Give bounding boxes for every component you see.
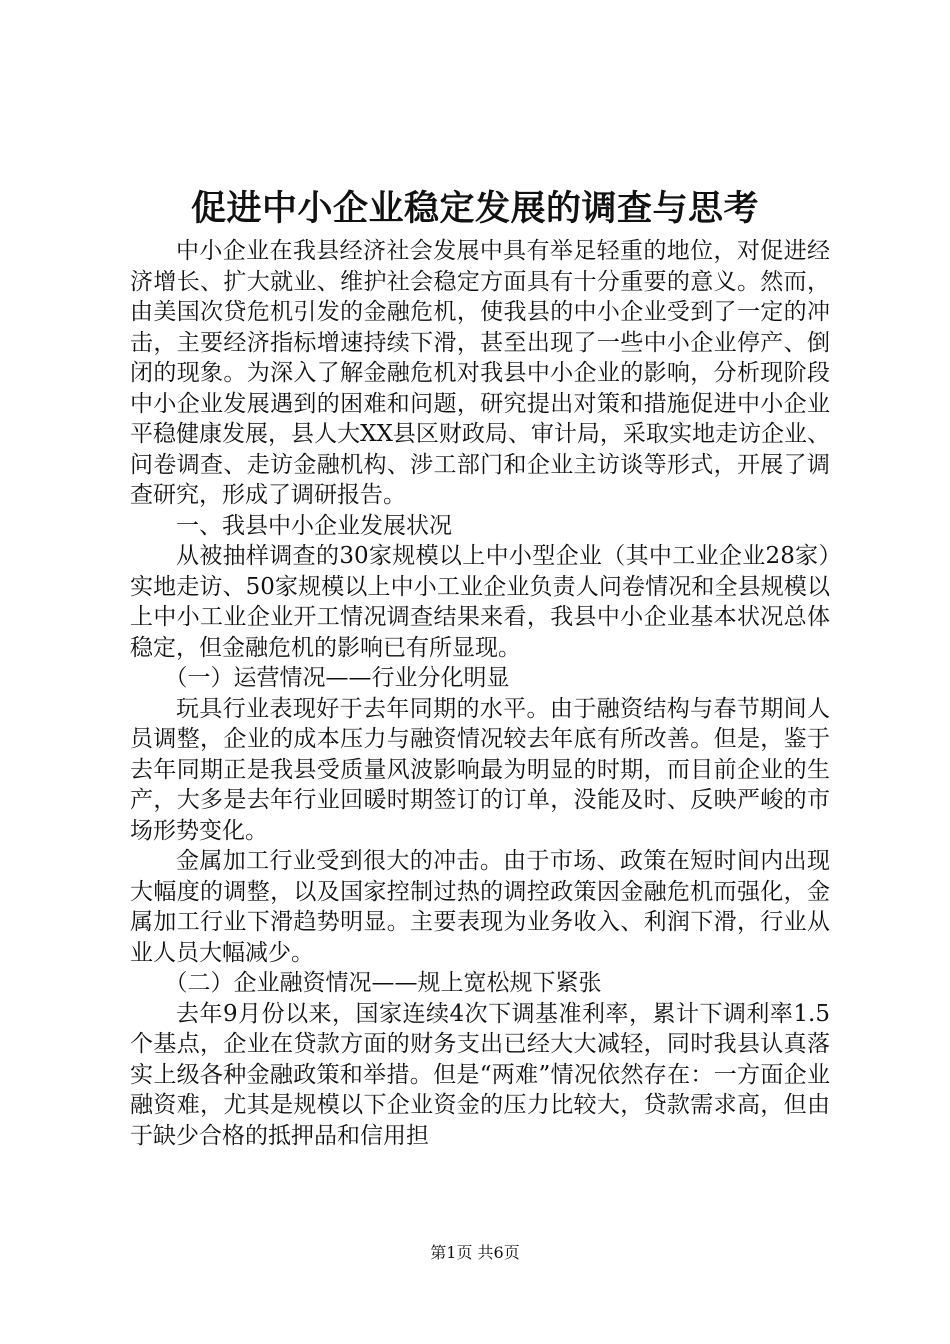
paragraph-survey: 从被抽样调查的30家规模以上中小型企业（其中工业企业28家）实地走访、50家规模以上中小工业企业负责人问卷情况和全县规模以上中小工业企业开工情况调查结果来看，我县中小企业基本状况总体稳定，但金融危机的影响已有所显现。 bbox=[130, 543, 830, 661]
section-heading-1: 一、我县中小企业发展状况 bbox=[176, 512, 452, 539]
page-footer: 第1页 共6页 bbox=[430, 1243, 520, 1262]
paragraph-financing: 去年9月份以来，国家连续4次下调基准利率，累计下调利率1.5个基点，企业在贷款方面的财务支出已经大大减轻，同时我县认真落实上级各种金融政策和举措。但是“两难”情况依然存在：一方面企业融资难，尤其是规模以下企业资金的压力比较大，贷款需求高，但由于缺少合格的抵押品和信用担 bbox=[130, 1000, 830, 1149]
subsection-heading-2: （二）企业融资情况——规上宽松规下紧张 bbox=[164, 970, 602, 996]
document-title: 促进中小企业稳定发展的调查与思考 bbox=[190, 188, 759, 229]
paragraph-toys: 玩具行业表现好于去年同期的水平。由于融资结构与春节期间人员调整，企业的成本压力与融资情况较去年底有所改善。但是，鉴于去年同期正是我县受质量风波影响最为明显的时期，而目前企业的生产，大多是去年行业回暖时期签订的订单，没能及时、反映严峻的市场形势变化。 bbox=[130, 695, 830, 844]
paragraph-intro: 中小企业在我县经济社会发展中具有举足轻重的地位，对促进经济增长、扩大就业、维护社会稳定方面具有十分重要的意义。然而，由美国次贷危机引发的金融危机，使我县的中小企业受到了一定的冲击，主要经济指标增速持续下滑，甚至出现了一些中小企业停产、倒闭的现象。为深入了解金融危机对我县中小企业的影响，分析现阶段中小企业发展遇到的困难和问题，研究提出对策和措施促进中小企业平稳健康发展，县人大XX县区财政局、审计局，采取实地走访企业、问卷调查、走访金融机构、涉工部门和企业主访谈等形式，开展了调查研究，形成了调研报告。 bbox=[130, 238, 830, 508]
subsection-heading-1: （一）运营情况——行业分化明显 bbox=[164, 665, 510, 691]
paragraph-metal: 金属加工行业受到很大的冲击。由于市场、政策在短时间内出现大幅度的调整，以及国家控制过热的调控政策因金融危机而强化，金属加工行业下滑趋势明显。主要表现为业务收入、利润下滑，行业从业人员大幅减少。 bbox=[130, 848, 830, 966]
document-body bbox=[130, 236, 830, 1151]
